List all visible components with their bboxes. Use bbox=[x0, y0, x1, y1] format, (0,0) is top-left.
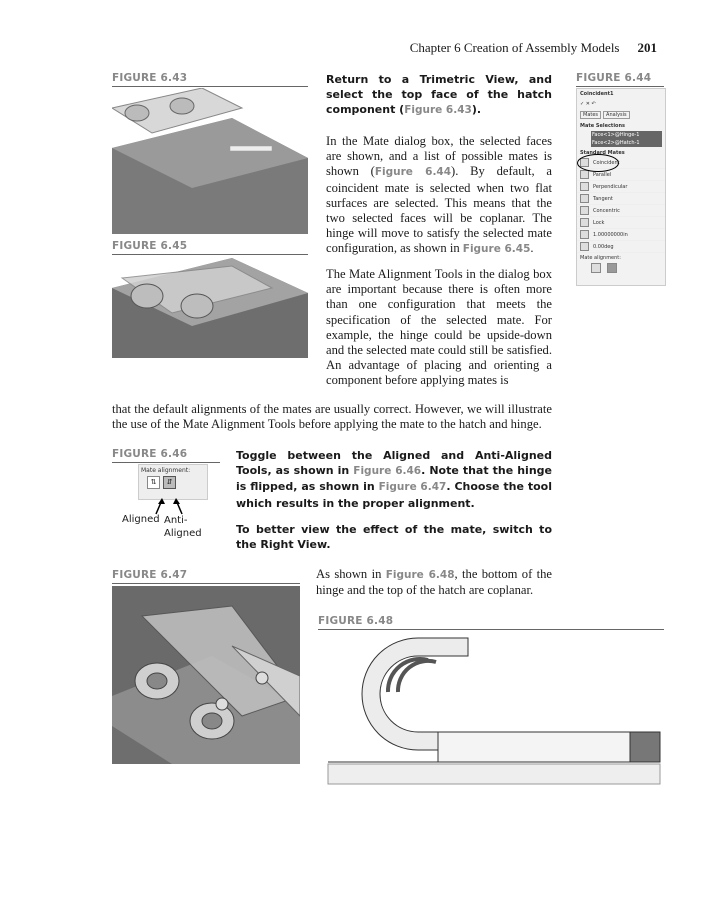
mate-alignment-box bbox=[138, 464, 208, 500]
text-run: ). By default, a coincident mate is selected when two flat surfaces are selected. This means that the two selected faces will be coplanar. The hinge will move to satisfy the selected mate configuration, as shown in bbox=[326, 164, 553, 256]
hinge-mated-render bbox=[112, 258, 308, 358]
figure-6-44-label: FIGURE 6.44 bbox=[576, 72, 664, 87]
figure-ref[interactable]: Figure 6.45 bbox=[462, 243, 531, 256]
parallel-icon bbox=[580, 170, 589, 179]
text-run: In the Mate dialog box, the selected faces are shown, and a list of possible mates is shown ( bbox=[326, 134, 552, 179]
text-run: As shown in bbox=[316, 567, 386, 581]
text-run: . bbox=[530, 241, 534, 256]
hinge-flipped-render bbox=[112, 586, 300, 764]
angle-field[interactable] bbox=[577, 241, 665, 253]
mate-selections-header: Mate Selections bbox=[580, 123, 626, 129]
figure-ref[interactable]: Figure 6.43 bbox=[404, 104, 472, 117]
figure-ref[interactable]: Figure 6.46 bbox=[353, 465, 422, 478]
figure-6-47-image bbox=[112, 586, 300, 764]
anti-aligned-button-icon[interactable]: ⇵ bbox=[163, 476, 176, 489]
mate-label: Perpendicular bbox=[593, 183, 628, 190]
aligned-icon[interactable] bbox=[591, 263, 601, 273]
mate-label: Coincident bbox=[593, 159, 620, 166]
alignment-arrows bbox=[138, 496, 206, 516]
aligned-label: Aligned bbox=[122, 514, 160, 525]
tangent-icon bbox=[580, 194, 589, 203]
panel-title: Coincident1 bbox=[580, 91, 614, 97]
tab-analysis[interactable]: Analysis bbox=[603, 111, 630, 119]
text-run: Toggle between the Aligned and Anti-Aligned Tools, as shown in bbox=[236, 449, 552, 478]
mate-option-lock[interactable] bbox=[577, 217, 665, 229]
figure-6-48-image bbox=[318, 630, 664, 786]
perpendicular-icon bbox=[580, 182, 589, 191]
step-paragraph-5: To better view the effect of the mate, switch to the Right View. bbox=[236, 523, 552, 552]
concentric-icon bbox=[580, 206, 589, 215]
panel-ok-cancel: ✓ ✕ ↶ bbox=[580, 101, 596, 107]
mate-property-panel bbox=[576, 88, 666, 286]
highlight-ellipse bbox=[577, 154, 619, 172]
mate-alignment-label: Mate alignment: bbox=[580, 255, 621, 261]
text-run: Return to a Trimetric View, and select the top face of the hatch component ( bbox=[326, 73, 552, 117]
mate-label: Parallel bbox=[593, 171, 612, 178]
text-run: . Choose the tool which results in the proper alignment. bbox=[236, 480, 553, 510]
mate-label: Concentric bbox=[593, 207, 620, 214]
anti-aligned-label: Anti- Aligned bbox=[164, 515, 202, 539]
lock-icon bbox=[580, 218, 589, 227]
figure-6-45-image bbox=[112, 258, 308, 358]
chapter-title: Chapter 6 Creation of Assembly Models bbox=[409, 40, 620, 55]
running-header bbox=[410, 40, 657, 56]
standard-mates-header: Standard Mates bbox=[580, 150, 625, 156]
figure-6-46-label: FIGURE 6.46 bbox=[112, 448, 220, 463]
text-run: , the bottom of the hinge and the top of the hatch are coplanar. bbox=[316, 567, 553, 598]
right-view-render bbox=[318, 630, 664, 786]
text-run: ). bbox=[471, 103, 482, 117]
distance-field[interactable] bbox=[577, 229, 665, 241]
selection-item[interactable]: Face<1>@Hinge-1 bbox=[592, 132, 640, 138]
selection-item[interactable]: Face<2>@Hatch-1 bbox=[592, 140, 640, 146]
angle-icon bbox=[580, 242, 589, 251]
step-paragraph-4 bbox=[236, 448, 552, 511]
figure-ref[interactable]: Figure 6.44 bbox=[374, 166, 452, 179]
text-run: . Note that the hinge is flipped, as shown in bbox=[236, 464, 552, 494]
step-paragraph-1 bbox=[326, 72, 552, 119]
page-number: 201 bbox=[637, 40, 657, 55]
figure-6-48-label: FIGURE 6.48 bbox=[318, 615, 664, 630]
body-paragraph-6 bbox=[316, 567, 552, 598]
figure-ref[interactable]: Figure 6.47 bbox=[378, 481, 447, 494]
mate-label: Lock bbox=[593, 219, 605, 226]
mate-option-perpendicular[interactable] bbox=[577, 181, 665, 193]
distance-icon bbox=[580, 230, 589, 239]
field-value: 1.00000000in bbox=[593, 231, 628, 238]
mate-alignment-caption: Mate alignment: bbox=[141, 467, 191, 474]
mate-option-tangent[interactable] bbox=[577, 193, 665, 205]
body-paragraph-2 bbox=[326, 134, 552, 258]
figure-6-45-label: FIGURE 6.45 bbox=[112, 240, 308, 255]
mate-label: Tangent bbox=[593, 195, 613, 202]
anti-aligned-icon[interactable] bbox=[607, 263, 617, 273]
body-paragraph-3-cont: that the default alignments of the mates are usually correct. However, we will illustrate the use of the Mate Alignment Tools before applying the mate to the hatch and hinge. bbox=[112, 402, 552, 432]
aligned-button-icon[interactable]: ⇅ bbox=[147, 476, 160, 489]
figure-ref[interactable]: Figure 6.48 bbox=[385, 569, 455, 581]
figure-6-43-image bbox=[112, 88, 308, 234]
tab-mates[interactable]: Mates bbox=[580, 111, 601, 119]
figure-6-47-label: FIGURE 6.47 bbox=[112, 569, 300, 584]
hatch-trimetric-render bbox=[112, 88, 308, 234]
figure-6-43-label: FIGURE 6.43 bbox=[112, 72, 308, 87]
mate-option-concentric[interactable] bbox=[577, 205, 665, 217]
field-value: 0.00deg bbox=[593, 243, 614, 250]
body-paragraph-3: The Mate Alignment Tools in the dialog box are important because there is often more than one configuration that meets the specification of the selected mate. For example, the hinge could be upside-down and the selected mate could still be satisfied. An advantage of placing and orienting a component before applying mates is bbox=[326, 267, 552, 388]
